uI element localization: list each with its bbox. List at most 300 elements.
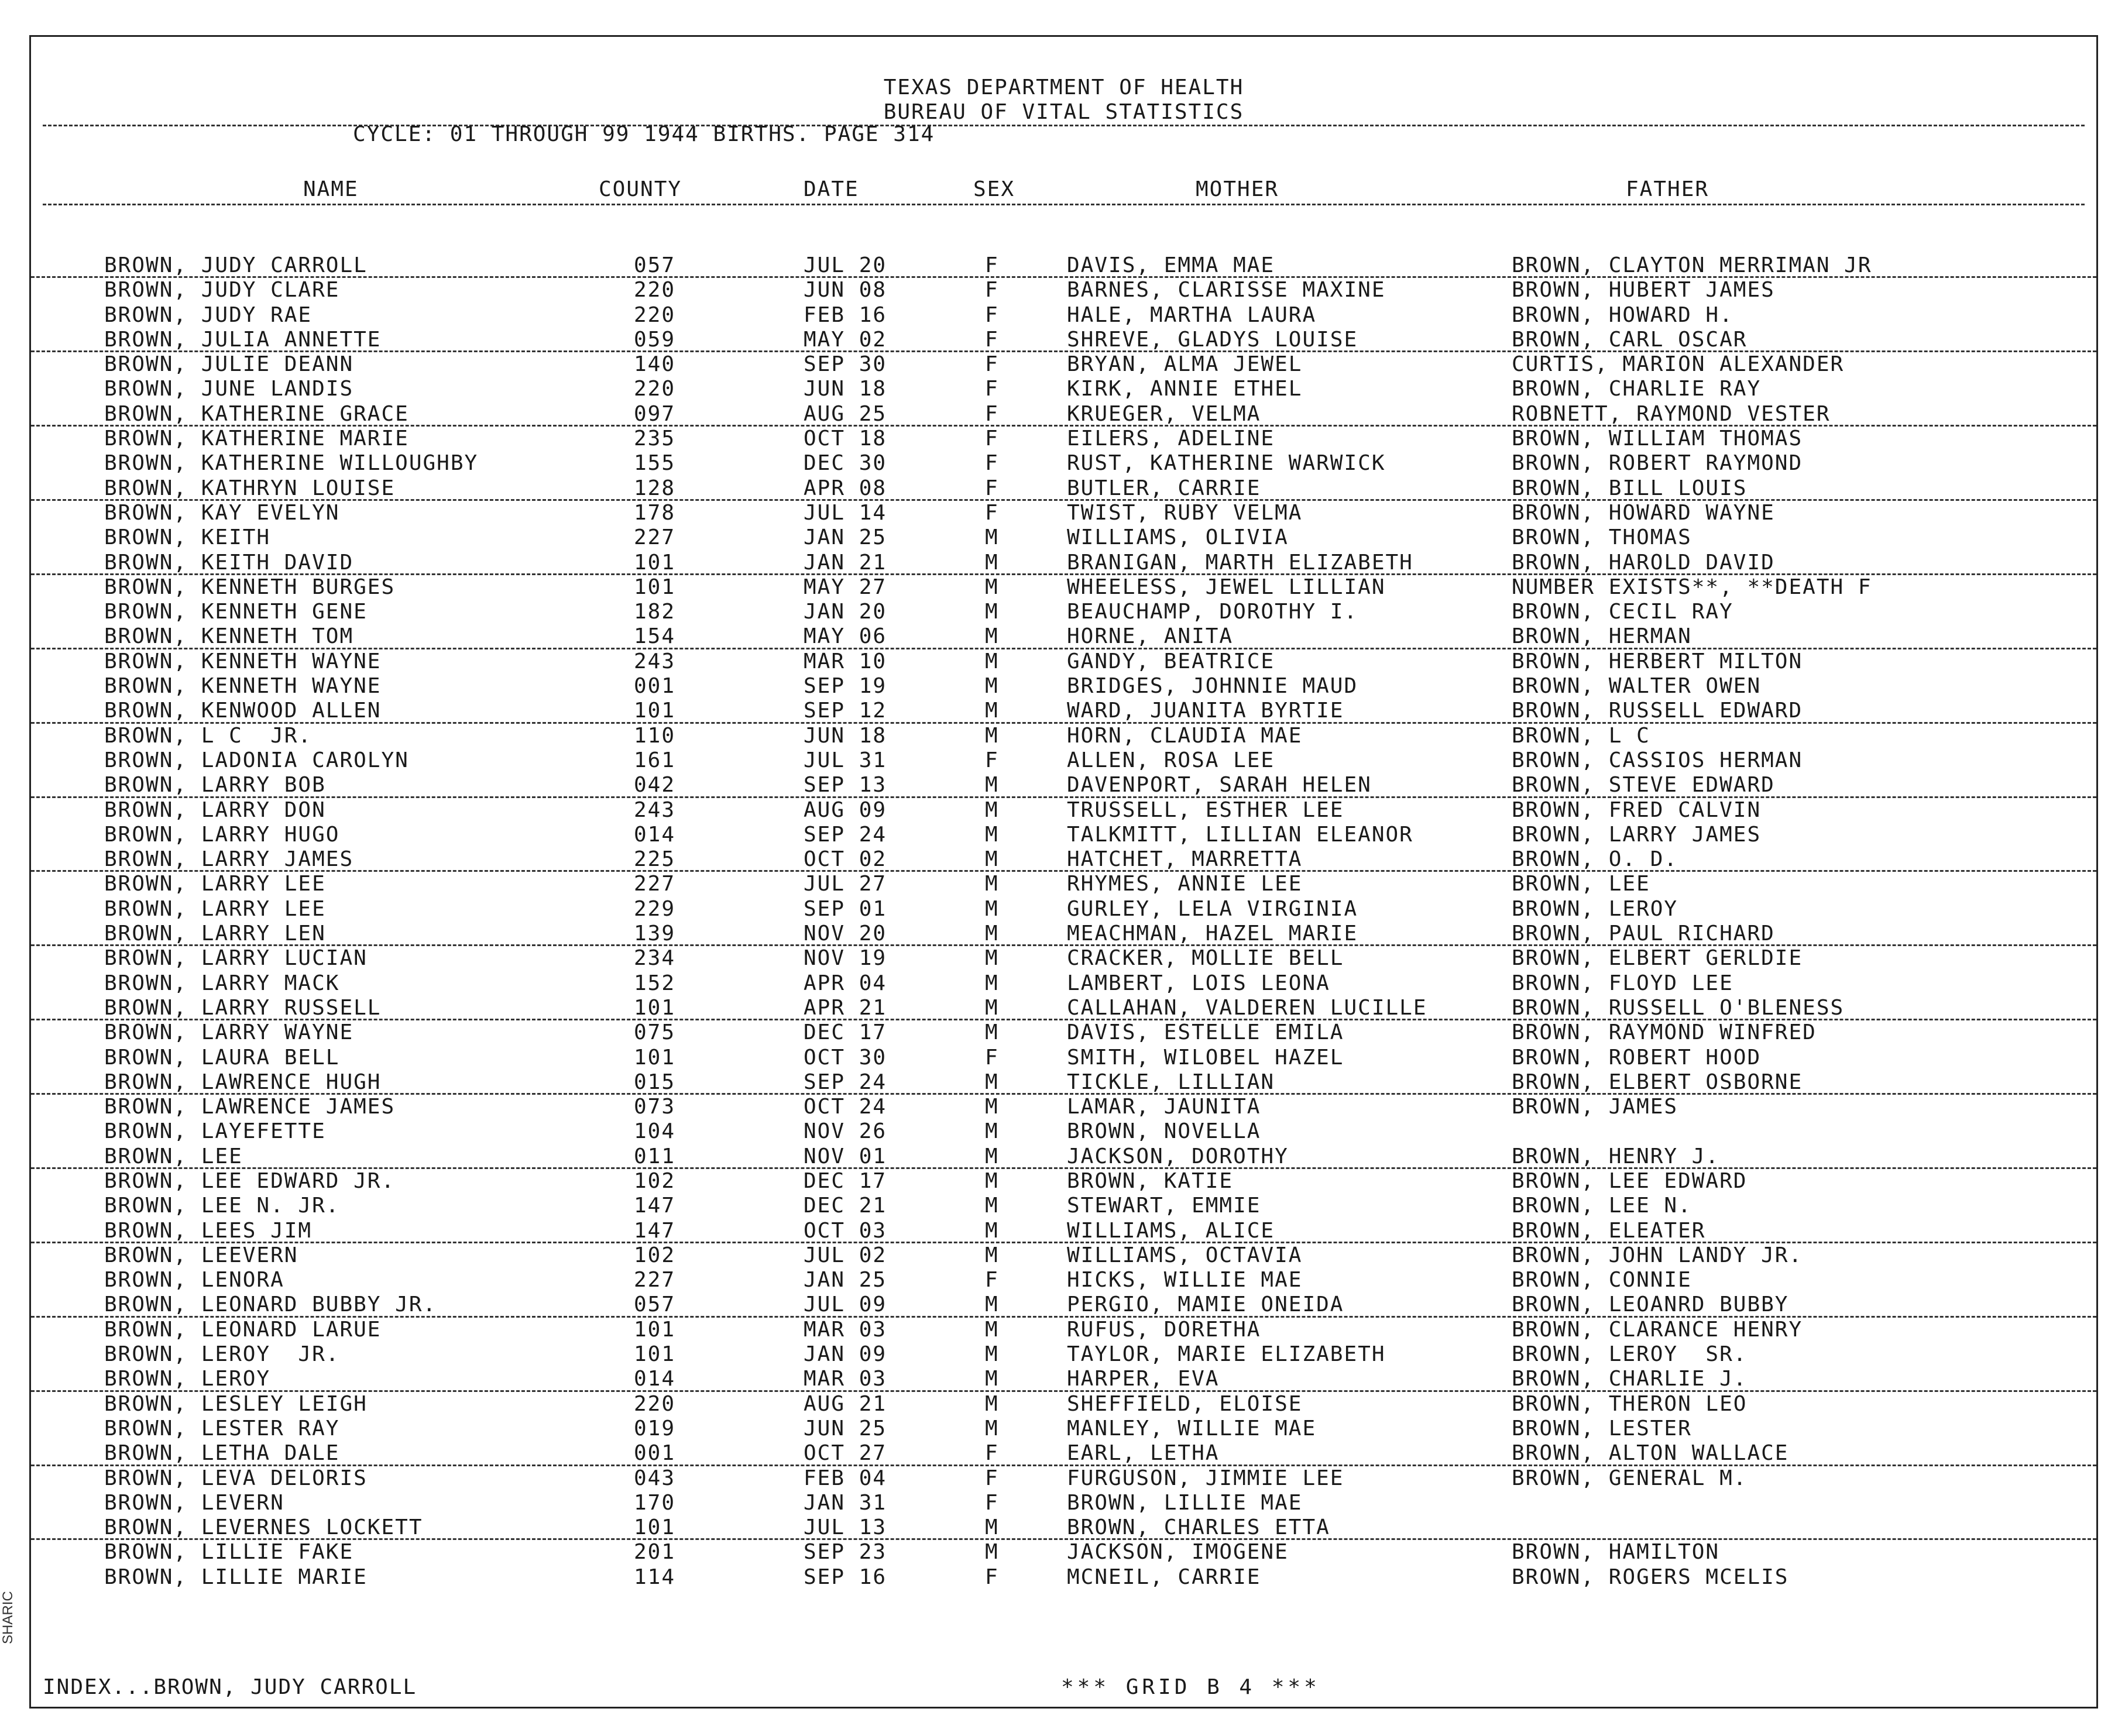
record-row — [31, 971, 2096, 996]
record-name: BROWN, LEE N. JR. — [104, 1194, 340, 1218]
record-county: 220 — [634, 1391, 676, 1416]
record-name: BROWN, LARRY LEE — [104, 872, 326, 896]
record-row — [31, 328, 2096, 352]
record-mother: HALE, MARTHA LAURA — [1067, 302, 1317, 327]
record-father: BROWN, WILLIAM THOMAS — [1512, 427, 1803, 451]
record-father: BROWN, ELEATER — [1512, 1218, 1706, 1243]
record-date: MAY 06 — [804, 624, 887, 649]
record-father: BROWN, FRED CALVIN — [1512, 797, 1762, 822]
record-sex: F — [985, 748, 999, 772]
record-date: OCT 02 — [804, 847, 887, 872]
record-father: BROWN, HUBERT JAMES — [1512, 278, 1775, 302]
record-name: BROWN, L C JR. — [104, 723, 313, 748]
record-date: JUL 09 — [804, 1292, 887, 1317]
record-name: BROWN, LESLEY LEIGH — [104, 1391, 368, 1416]
record-sex: M — [985, 550, 999, 575]
record-name: BROWN, KEITH — [104, 525, 271, 550]
record-mother: EARL, LETHA — [1067, 1441, 1220, 1466]
record-sex: M — [985, 1070, 999, 1094]
column-header-father: FATHER — [1626, 177, 1709, 201]
record-father: BROWN, LEE — [1512, 872, 1650, 896]
record-sex: F — [985, 1268, 999, 1292]
record-county: 110 — [634, 723, 676, 748]
record-name: BROWN, LARRY DON — [104, 797, 326, 822]
record-father: BROWN, FLOYD LEE — [1512, 971, 1733, 995]
record-date: SEP 24 — [804, 822, 887, 847]
record-sex: M — [985, 995, 999, 1020]
record-name: BROWN, LARRY JAMES — [104, 847, 354, 872]
record-name: BROWN, KENNETH WAYNE — [104, 674, 382, 699]
record-sex: M — [985, 1515, 999, 1540]
record-county: 229 — [634, 896, 676, 921]
record-mother: BROWN, LILLIE MAE — [1067, 1490, 1303, 1515]
record-mother: SMITH, WILOBEL HAZEL — [1067, 1045, 1344, 1070]
record-date: JAN 21 — [804, 550, 887, 575]
record-name: BROWN, LEEVERN — [104, 1243, 298, 1267]
record-name: BROWN, LESTER RAY — [104, 1416, 340, 1441]
record-county: 102 — [634, 1243, 676, 1267]
record-date: SEP 23 — [804, 1540, 887, 1565]
record-mother: CRACKER, MOLLIE BELL — [1067, 946, 1344, 971]
record-row — [31, 1219, 2096, 1243]
record-mother: DAVIS, EMMA MAE — [1067, 253, 1275, 277]
record-county: 220 — [634, 302, 676, 327]
record-date: JAN 25 — [804, 525, 887, 550]
record-county: 201 — [634, 1540, 676, 1565]
record-mother: FURGUSON, JIMMIE LEE — [1067, 1466, 1344, 1490]
record-father: BROWN, ROBERT RAYMOND — [1512, 451, 1803, 476]
record-father: BROWN, HERMAN — [1512, 624, 1692, 649]
record-row — [31, 1318, 2096, 1342]
record-name: BROWN, LAYEFETTE — [104, 1119, 326, 1144]
record-father: BROWN, RUSSELL O'BLENESS — [1512, 995, 1845, 1020]
record-county: 101 — [634, 699, 676, 723]
record-row — [31, 1565, 2096, 1590]
record-sex: M — [985, 1342, 999, 1367]
record-father: BROWN, LEROY — [1512, 896, 1678, 921]
record-county: 170 — [634, 1490, 676, 1515]
record-sex: M — [985, 773, 999, 797]
records-list — [31, 253, 2096, 1590]
record-mother: MEACHMAN, HAZEL MARIE — [1067, 922, 1358, 946]
column-header-date: DATE — [804, 177, 859, 201]
record-row — [31, 724, 2096, 748]
record-date: JUN 08 — [804, 278, 887, 302]
record-date: JUN 18 — [804, 377, 887, 401]
record-date: SEP 01 — [804, 896, 887, 921]
record-father: BROWN, CHARLIE RAY — [1512, 377, 1762, 401]
record-mother: BEAUCHAMP, DOROTHY I. — [1067, 600, 1358, 624]
column-header-name: NAME — [303, 177, 359, 201]
record-name: BROWN, LEE — [104, 1144, 243, 1168]
record-county: 101 — [634, 1515, 676, 1540]
record-row — [31, 1491, 2096, 1515]
record-date: JAN 25 — [804, 1268, 887, 1292]
record-date: JUL 20 — [804, 253, 887, 277]
record-name: BROWN, LILLIE MARIE — [104, 1565, 368, 1589]
record-father: BROWN, HAROLD DAVID — [1512, 550, 1775, 575]
record-county: 057 — [634, 253, 676, 277]
record-mother: BUTLER, CARRIE — [1067, 476, 1261, 500]
record-county: 234 — [634, 946, 676, 971]
record-date: MAY 02 — [804, 327, 887, 352]
record-date: OCT 18 — [804, 427, 887, 451]
record-mother: SHREVE, GLADYS LOUISE — [1067, 327, 1358, 352]
record-row — [31, 600, 2096, 624]
record-father: ROBNETT, RAYMOND VESTER — [1512, 401, 1831, 426]
record-father: BROWN, ALTON WALLACE — [1512, 1441, 1789, 1466]
record-mother: TALKMITT, LILLIAN ELEANOR — [1067, 822, 1413, 847]
record-sex: F — [985, 427, 999, 451]
record-father: BROWN, O. D. — [1512, 847, 1678, 872]
record-row — [31, 551, 2096, 575]
record-county: 073 — [634, 1095, 676, 1119]
record-row — [31, 922, 2096, 946]
record-father: BROWN, CARL OSCAR — [1512, 327, 1748, 352]
record-mother: RUST, KATHERINE WARWICK — [1067, 451, 1386, 476]
record-name: BROWN, LEONARD LARUE — [104, 1317, 382, 1342]
record-mother: KIRK, ANNIE ETHEL — [1067, 377, 1303, 401]
record-name: BROWN, KENNETH GENE — [104, 600, 368, 624]
footer-index: INDEX...BROWN, JUDY CARROLL — [43, 1675, 417, 1699]
record-date: JUN 18 — [804, 723, 887, 748]
record-row — [31, 674, 2096, 699]
record-sex: F — [985, 1045, 999, 1070]
record-row — [31, 624, 2096, 649]
record-mother: JACKSON, IMOGENE — [1067, 1540, 1289, 1565]
record-mother: JACKSON, DOROTHY — [1067, 1144, 1289, 1168]
record-sex: M — [985, 674, 999, 699]
record-father: BROWN, HOWARD WAYNE — [1512, 500, 1775, 525]
record-row — [31, 303, 2096, 328]
record-father: BROWN, JAMES — [1512, 1095, 1678, 1119]
record-date: JUL 14 — [804, 500, 887, 525]
record-father: BROWN, L C — [1512, 723, 1650, 748]
record-father: BROWN, LARRY JAMES — [1512, 822, 1762, 847]
record-row — [31, 575, 2096, 600]
record-name: BROWN, LEVA DELORIS — [104, 1466, 368, 1490]
record-county: 014 — [634, 1367, 676, 1391]
record-father: BROWN, ROGERS MCELIS — [1512, 1565, 1789, 1589]
record-name: BROWN, LEE EDWARD JR. — [104, 1168, 396, 1193]
record-name: BROWN, JULIA ANNETTE — [104, 327, 382, 352]
record-name: BROWN, LARRY MACK — [104, 971, 340, 995]
record-county: 243 — [634, 797, 676, 822]
record-name: BROWN, LAWRENCE HUGH — [104, 1070, 382, 1094]
record-name: BROWN, LARRY BOB — [104, 773, 326, 797]
record-sex: M — [985, 525, 999, 550]
record-name: BROWN, KATHERINE GRACE — [104, 401, 409, 426]
record-sex: M — [985, 575, 999, 599]
record-row — [31, 278, 2096, 302]
record-mother: TAYLOR, MARIE ELIZABETH — [1067, 1342, 1386, 1367]
record-name: BROWN, LEVERNES LOCKETT — [104, 1515, 423, 1540]
record-father: CURTIS, MARION ALEXANDER — [1512, 352, 1845, 377]
record-county: 101 — [634, 575, 676, 599]
footer-grid-label: *** GRID B 4 *** — [1061, 1675, 1320, 1699]
record-father: BROWN, THERON LEO — [1512, 1391, 1748, 1416]
record-row — [31, 427, 2096, 451]
record-father: BROWN, CONNIE — [1512, 1268, 1692, 1292]
record-sex: M — [985, 1020, 999, 1045]
record-father: BROWN, CLAYTON MERRIMAN JR — [1512, 253, 1872, 277]
record-date: NOV 01 — [804, 1144, 887, 1168]
side-label: SHARIC — [0, 1591, 16, 1644]
record-date: MAR 10 — [804, 649, 887, 673]
record-mother: WILLIAMS, ALICE — [1067, 1218, 1275, 1243]
record-sex: F — [985, 278, 999, 302]
record-date: OCT 27 — [804, 1441, 887, 1466]
record-date: JAN 20 — [804, 600, 887, 624]
record-county: 152 — [634, 971, 676, 995]
record-name: BROWN, LAWRENCE JAMES — [104, 1095, 396, 1119]
record-sex: M — [985, 1119, 999, 1144]
record-father: BROWN, ROBERT HOOD — [1512, 1045, 1762, 1070]
record-name: BROWN, JUDY RAE — [104, 302, 313, 327]
record-name: BROWN, LETHA DALE — [104, 1441, 340, 1466]
record-father: BROWN, RAYMOND WINFRED — [1512, 1020, 1817, 1045]
record-county: 225 — [634, 847, 676, 872]
record-sex: M — [985, 922, 999, 946]
record-county: 001 — [634, 674, 676, 699]
record-row — [31, 1194, 2096, 1218]
record-mother: HATCHET, MARRETTA — [1067, 847, 1303, 872]
record-sex: F — [985, 476, 999, 500]
record-mother: WARD, JUANITA BYRTIE — [1067, 699, 1344, 723]
record-sex: M — [985, 1243, 999, 1267]
record-sex: M — [985, 1292, 999, 1317]
record-row — [31, 1367, 2096, 1391]
record-county: 057 — [634, 1292, 676, 1317]
record-date: OCT 30 — [804, 1045, 887, 1070]
record-sex: F — [985, 1490, 999, 1515]
record-county: 235 — [634, 427, 676, 451]
record-father: BROWN, CASSIOS HERMAN — [1512, 748, 1803, 772]
record-name: BROWN, KEITH DAVID — [104, 550, 354, 575]
record-sex: F — [985, 401, 999, 426]
record-mother: ALLEN, ROSA LEE — [1067, 748, 1275, 772]
record-row — [31, 996, 2096, 1020]
record-name: BROWN, LEVERN — [104, 1490, 284, 1515]
record-sex: M — [985, 1391, 999, 1416]
record-mother: BARNES, CLARISSE MAXINE — [1067, 278, 1386, 302]
record-sex: F — [985, 1466, 999, 1490]
record-mother: HORN, CLAUDIA MAE — [1067, 723, 1303, 748]
record-father: BROWN, RUSSELL EDWARD — [1512, 699, 1803, 723]
record-row — [31, 1020, 2096, 1045]
record-mother: MCNEIL, CARRIE — [1067, 1565, 1261, 1589]
record-sex: M — [985, 600, 999, 624]
record-name: BROWN, LENORA — [104, 1268, 284, 1292]
record-county: 139 — [634, 922, 676, 946]
record-sex: M — [985, 946, 999, 971]
record-date: NOV 26 — [804, 1119, 887, 1144]
record-county: 043 — [634, 1466, 676, 1490]
record-name: BROWN, LARRY LUCIAN — [104, 946, 368, 971]
record-county: 227 — [634, 525, 676, 550]
record-row — [31, 823, 2096, 847]
record-sex: M — [985, 847, 999, 872]
record-row — [31, 501, 2096, 525]
record-row — [31, 649, 2096, 674]
bureau-title: BUREAU OF VITAL STATISTICS — [883, 100, 1244, 124]
record-date: FEB 04 — [804, 1466, 887, 1490]
record-date: SEP 12 — [804, 699, 887, 723]
record-name: BROWN, LADONIA CAROLYN — [104, 748, 409, 772]
record-sex: M — [985, 872, 999, 896]
record-row — [31, 1095, 2096, 1119]
record-county: 015 — [634, 1070, 676, 1094]
record-name: BROWN, LARRY WAYNE — [104, 1020, 354, 1045]
record-father: BROWN, HERBERT MILTON — [1512, 649, 1803, 673]
record-county: 097 — [634, 401, 676, 426]
record-row — [31, 1046, 2096, 1070]
record-sex: F — [985, 253, 999, 277]
record-mother: TICKLE, LILLIAN — [1067, 1070, 1275, 1094]
record-sex: M — [985, 1367, 999, 1391]
record-county: 102 — [634, 1168, 676, 1193]
record-mother: WILLIAMS, OCTAVIA — [1067, 1243, 1303, 1267]
record-name: BROWN, LAURA BELL — [104, 1045, 340, 1070]
record-date: JUN 25 — [804, 1416, 887, 1441]
record-name: BROWN, LARRY LEN — [104, 922, 326, 946]
record-row — [31, 847, 2096, 872]
record-row — [31, 1392, 2096, 1417]
record-row — [31, 253, 2096, 278]
record-sex: F — [985, 1441, 999, 1466]
record-name: BROWN, LEROY JR. — [104, 1342, 340, 1367]
record-date: JUL 02 — [804, 1243, 887, 1267]
record-father: BROWN, LEOANRD BUBBY — [1512, 1292, 1789, 1317]
record-name: BROWN, LARRY LEE — [104, 896, 326, 921]
record-date: OCT 03 — [804, 1218, 887, 1243]
record-row — [31, 352, 2096, 377]
record-county: 182 — [634, 600, 676, 624]
record-name: BROWN, LILLIE FAKE — [104, 1540, 354, 1565]
record-father: BROWN, LESTER — [1512, 1416, 1692, 1441]
record-sex: F — [985, 352, 999, 377]
record-father: BROWN, LEROY SR. — [1512, 1342, 1748, 1367]
record-date: APR 08 — [804, 476, 887, 500]
record-county: 220 — [634, 278, 676, 302]
record-name: BROWN, KATHERINE MARIE — [104, 427, 409, 451]
record-date: SEP 24 — [804, 1070, 887, 1094]
record-mother: STEWART, EMMIE — [1067, 1194, 1261, 1218]
record-row — [31, 1342, 2096, 1367]
record-county: 101 — [634, 995, 676, 1020]
record-date: DEC 30 — [804, 451, 887, 476]
record-name: BROWN, LARRY RUSSELL — [104, 995, 382, 1020]
record-name: BROWN, KENNETH WAYNE — [104, 649, 382, 673]
record-date: DEC 21 — [804, 1194, 887, 1218]
record-father: BROWN, JOHN LANDY JR. — [1512, 1243, 1803, 1267]
record-sex: M — [985, 1194, 999, 1218]
record-father: BROWN, HENRY J. — [1512, 1144, 1720, 1168]
record-sex: M — [985, 1168, 999, 1193]
record-date: AUG 09 — [804, 797, 887, 822]
column-header-mother: MOTHER — [1196, 177, 1279, 201]
record-mother: HORNE, ANITA — [1067, 624, 1234, 649]
record-sex: M — [985, 1416, 999, 1441]
record-county: 042 — [634, 773, 676, 797]
record-row — [31, 402, 2096, 427]
record-row — [31, 946, 2096, 971]
record-mother: HARPER, EVA — [1067, 1367, 1220, 1391]
record-row — [31, 377, 2096, 401]
record-mother: PERGIO, MAMIE ONEIDA — [1067, 1292, 1344, 1317]
record-row — [31, 1292, 2096, 1317]
record-mother: BRYAN, ALMA JEWEL — [1067, 352, 1303, 377]
record-name: BROWN, KENNETH BURGES — [104, 575, 396, 599]
record-sex: M — [985, 1144, 999, 1168]
record-date: DEC 17 — [804, 1168, 887, 1193]
record-father: BROWN, GENERAL M. — [1512, 1466, 1748, 1490]
header-divider — [43, 125, 2085, 126]
record-row — [31, 897, 2096, 922]
record-date: SEP 19 — [804, 674, 887, 699]
record-name: BROWN, JUDY CLARE — [104, 278, 340, 302]
record-father: BROWN, HOWARD H. — [1512, 302, 1733, 327]
record-mother: WILLIAMS, OLIVIA — [1067, 525, 1289, 550]
record-mother: HICKS, WILLIE MAE — [1067, 1268, 1303, 1292]
record-father: NUMBER EXISTS**, **DEATH F — [1512, 575, 1872, 599]
record-row — [31, 1515, 2096, 1540]
record-county: 101 — [634, 550, 676, 575]
column-header-sex: SEX — [973, 177, 1015, 201]
agency-title: TEXAS DEPARTMENT OF HEALTH — [883, 75, 1244, 99]
record-date: SEP 30 — [804, 352, 887, 377]
record-name: BROWN, LEONARD BUBBY JR. — [104, 1292, 437, 1317]
record-date: AUG 25 — [804, 401, 887, 426]
record-date: JUL 27 — [804, 872, 887, 896]
record-mother: DAVENPORT, SARAH HELEN — [1067, 773, 1372, 797]
record-date: JUL 31 — [804, 748, 887, 772]
record-row — [31, 872, 2096, 896]
record-father: BROWN, CLARANCE HENRY — [1512, 1317, 1803, 1342]
record-mother: LAMAR, JAUNITA — [1067, 1095, 1261, 1119]
record-mother: BRANIGAN, MARTH ELIZABETH — [1067, 550, 1413, 575]
record-date: MAR 03 — [804, 1367, 887, 1391]
record-mother: GANDY, BEATRICE — [1067, 649, 1275, 673]
record-sex: M — [985, 1218, 999, 1243]
record-name: BROWN, KENWOOD ALLEN — [104, 699, 382, 723]
record-father: BROWN, PAUL RICHARD — [1512, 922, 1775, 946]
record-row — [31, 1119, 2096, 1144]
document-frame — [29, 35, 2098, 1709]
record-county: 147 — [634, 1218, 676, 1243]
record-row — [31, 1466, 2096, 1491]
record-row — [31, 1144, 2096, 1169]
record-name: BROWN, JUNE LANDIS — [104, 377, 354, 401]
record-row — [31, 1169, 2096, 1194]
record-county: 147 — [634, 1194, 676, 1218]
record-mother: GURLEY, LELA VIRGINIA — [1067, 896, 1358, 921]
record-father: BROWN, STEVE EDWARD — [1512, 773, 1775, 797]
record-county: 104 — [634, 1119, 676, 1144]
record-mother: BROWN, CHARLES ETTA — [1067, 1515, 1330, 1540]
record-date: JAN 31 — [804, 1490, 887, 1515]
record-mother: LAMBERT, LOIS LEONA — [1067, 971, 1330, 995]
record-row — [31, 748, 2096, 773]
cycle-line: CYCLE: 01 THROUGH 99 1944 BIRTHS. PAGE 314 — [353, 122, 935, 146]
record-date: DEC 17 — [804, 1020, 887, 1045]
record-sex: M — [985, 723, 999, 748]
record-county: 011 — [634, 1144, 676, 1168]
record-date: FEB 16 — [804, 302, 887, 327]
record-father: BROWN, HAMILTON — [1512, 1540, 1720, 1565]
record-date: APR 21 — [804, 995, 887, 1020]
record-mother: BROWN, KATIE — [1067, 1168, 1234, 1193]
